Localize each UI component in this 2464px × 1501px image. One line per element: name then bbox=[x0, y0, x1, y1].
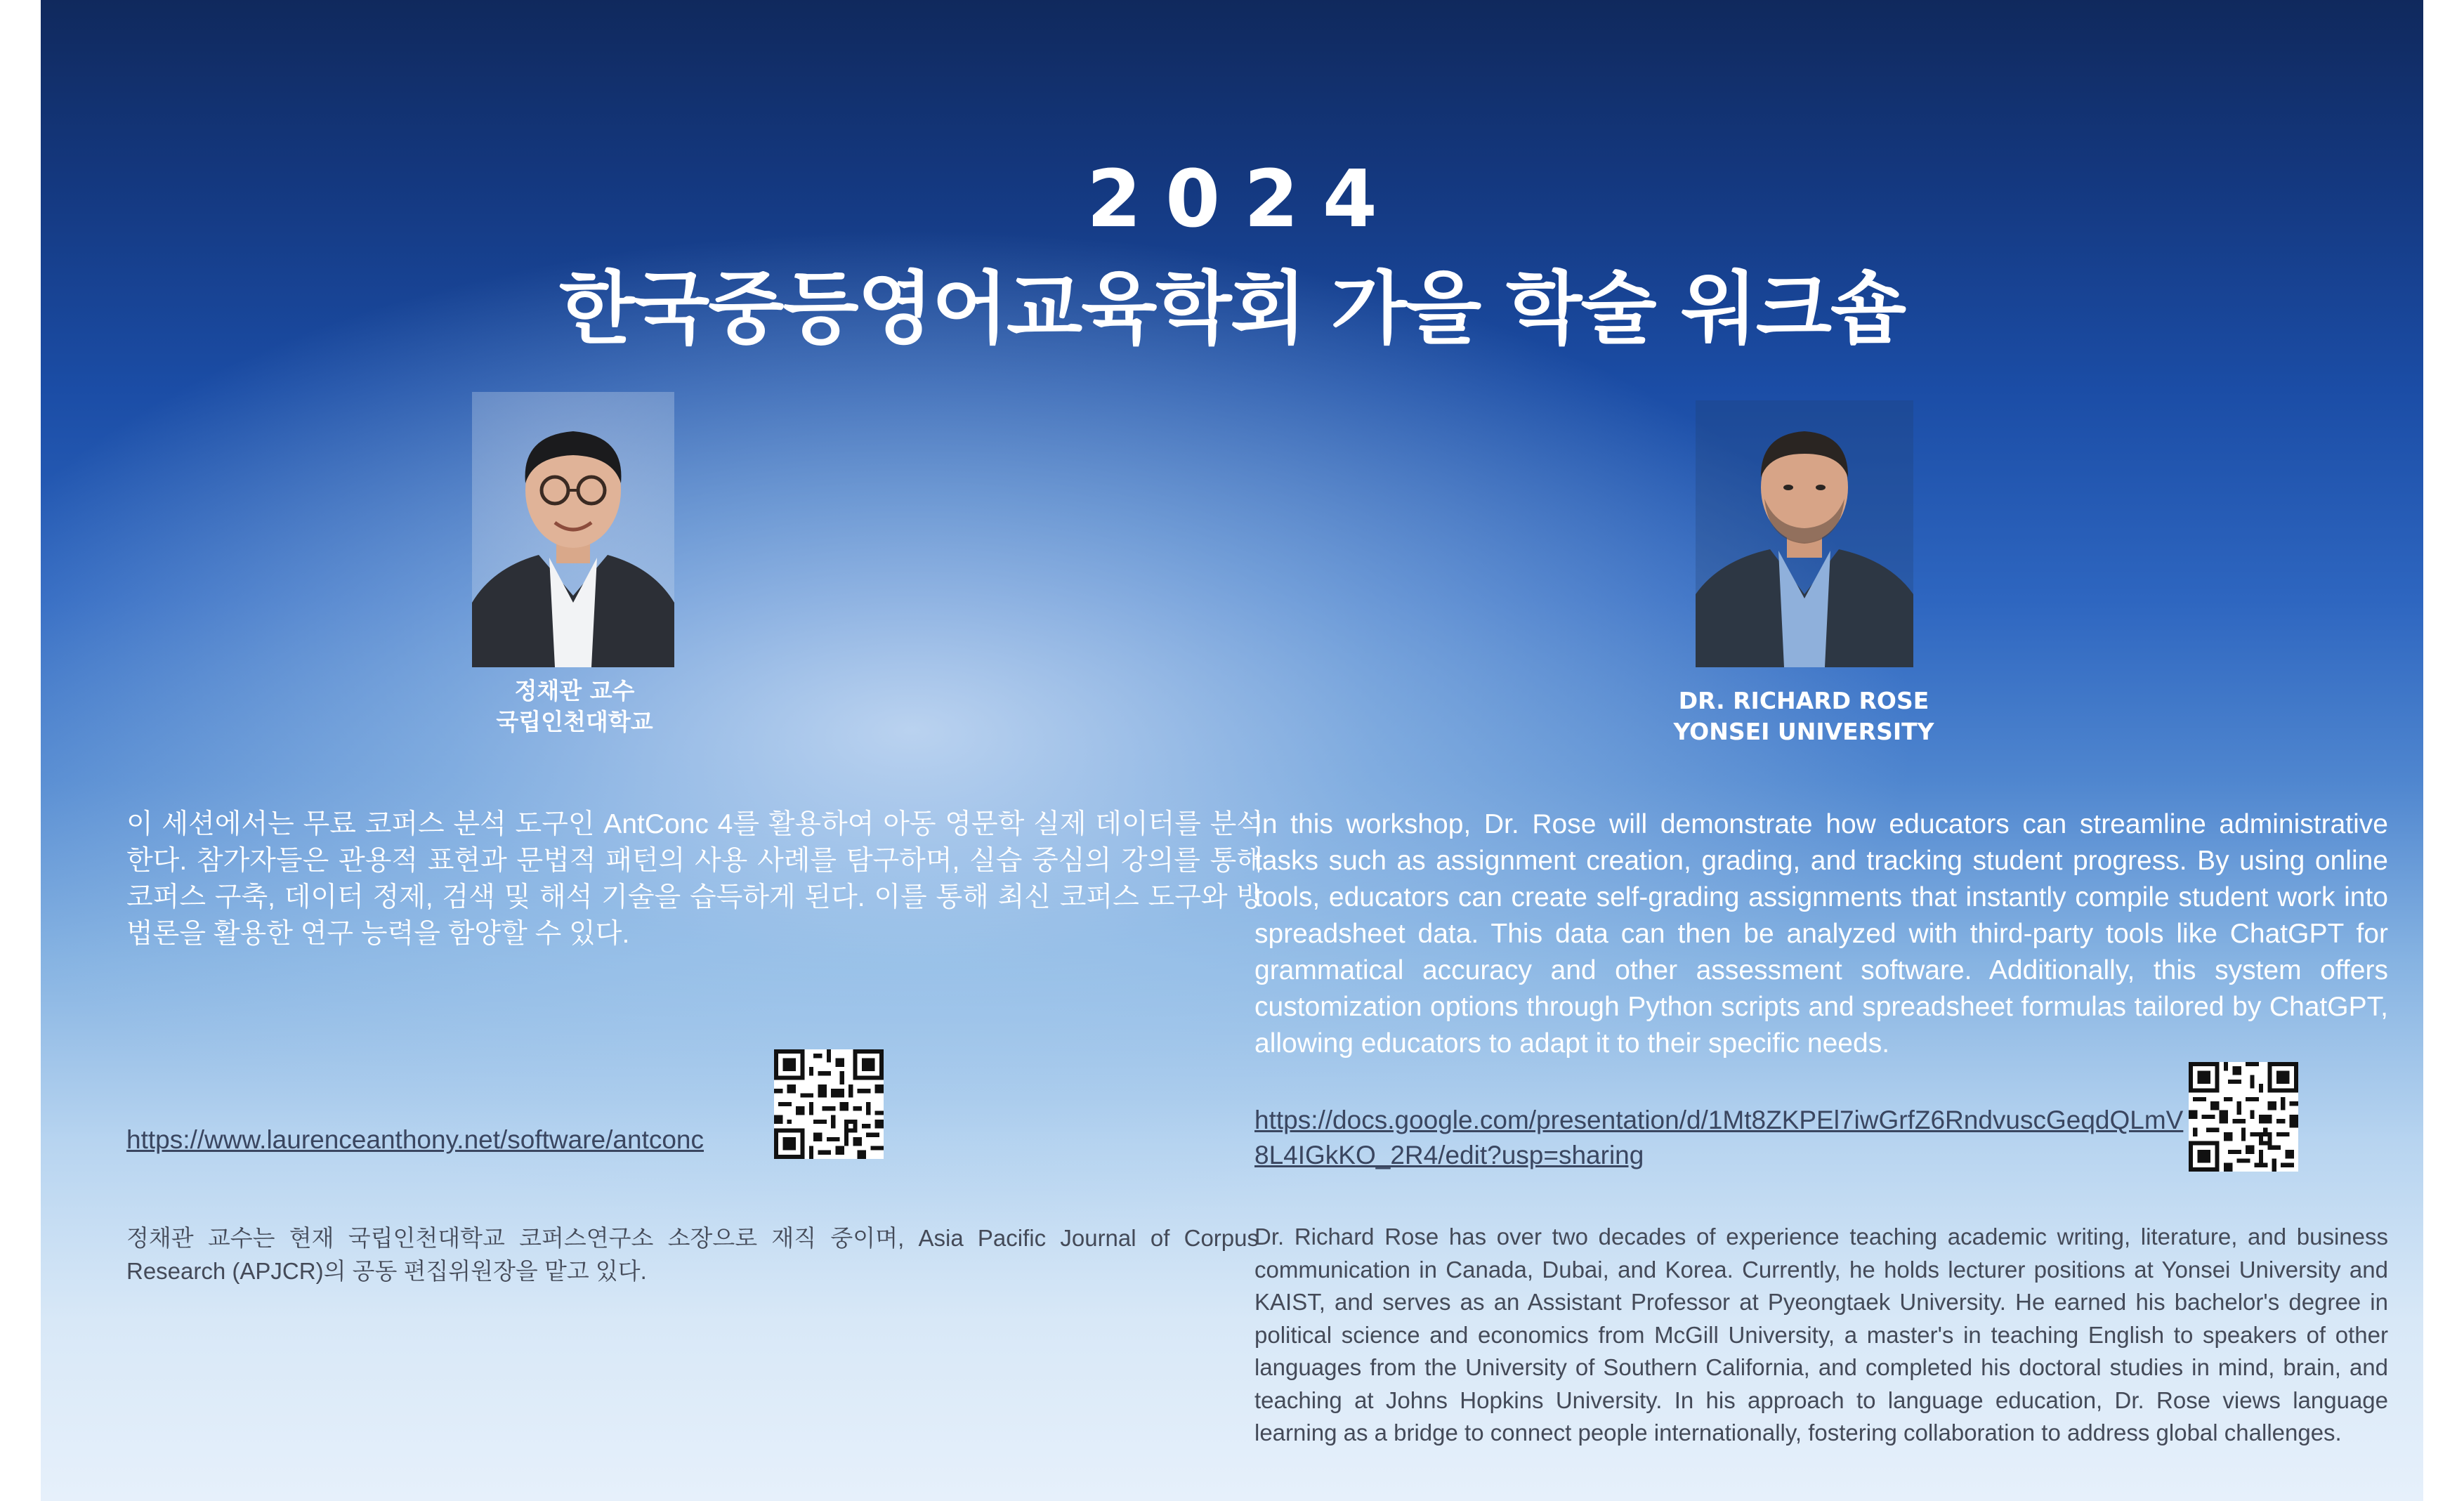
poster-title: 한국중등영어교육학회 가을 학술 워크숍 bbox=[558, 263, 1906, 355]
speaker-photo-chae-kwan-jung bbox=[472, 392, 674, 667]
speaker-affiliation-english: YONSEI UNIVERSITY bbox=[1673, 718, 1934, 745]
speaker-name-korean: 정채관 교수 bbox=[514, 677, 635, 704]
workshop-poster bbox=[41, 0, 2423, 1501]
antconc-link[interactable]: https://www.laurenceanthony.net/software/antconc bbox=[126, 1125, 705, 1154]
google-slides-link[interactable]: https://docs.google.com/presentation/d/1Mt8ZKPEl7iwGrfZ6RndvuscGeqdQLmV8L4IGkKO_2R4/edit?usp=sharing bbox=[1254, 1106, 2184, 1169]
speaker-name-english: DR. RICHARD ROSE bbox=[1678, 687, 1929, 714]
speaker-bio-korean: 정채관 교수는 현재 국립인천대학교 코퍼스연구소 소장으로 재직 중이며, Asia Pacific Journal of Corpus Research (APJCR)의 공동 편집위원장을 맡고 있다. bbox=[126, 1225, 1259, 1284]
qr-code-google-slides[interactable] bbox=[2189, 1062, 2298, 1172]
speaker-affiliation-korean: 국립인천대학교 bbox=[496, 708, 653, 735]
poster-year: 2024 bbox=[1087, 154, 1401, 245]
qr-code-antconc[interactable] bbox=[774, 1049, 884, 1159]
speaker-bio-english: Dr. Richard Rose has over two decades of experience teaching academic writing, literature, and business communication in Canada, Dubai, and Korea. Currently, he holds lecturer positions at Yonsei University and KAIST, and serves as an Assistant Professor at Pyeongtaek University. He earned his bachelor's degree in political science and economics from McGill University, a master's in teaching English to speakers of other languages from the University of Southern California, and completed his doctoral studies in mind, brain, and teaching at Johns Hopkins University. In his approach to language education, Dr. Rose views language learning as a bridge to connect people internationally, fostering collaboration to address global challenges. bbox=[1254, 1224, 2388, 1446]
session-description-english: In this workshop, Dr. Rose will demonstrate how educators can streamline administrative tasks such as assignment creation, grading, and tracking student progress. By using online tools, educators can create self-grading assignments that instantly compile student work into spreadsheet data. This data can then be analyzed with third-party tools like ChatGPT for grammatical accuracy and other assessment software. Additionally, this system offers customization options through Python scripts and spreadsheet formulas tailored by ChatGPT, allowing educators to adapt it to their specific needs. bbox=[1254, 809, 2388, 1058]
speaker-photo-richard-rose bbox=[1696, 400, 1913, 667]
session-description-korean: 이 세션에서는 무료 코퍼스 분석 도구인 AntConc 4를 활용하여 아동 영문학 실제 데이터를 분석한다. 참가자들은 관용적 표현과 문법적 패턴의 사용 사례를 탐구하며, 실습 중심의 강의를 통해 코퍼스 구축, 데이터 정제, 검색 및 해석 기술을 습득하게 된다. 이를 통해 최신 코퍼스 도구와 방법론을 활용한 연구 능력을 함양할 수 있다. bbox=[126, 809, 1263, 949]
